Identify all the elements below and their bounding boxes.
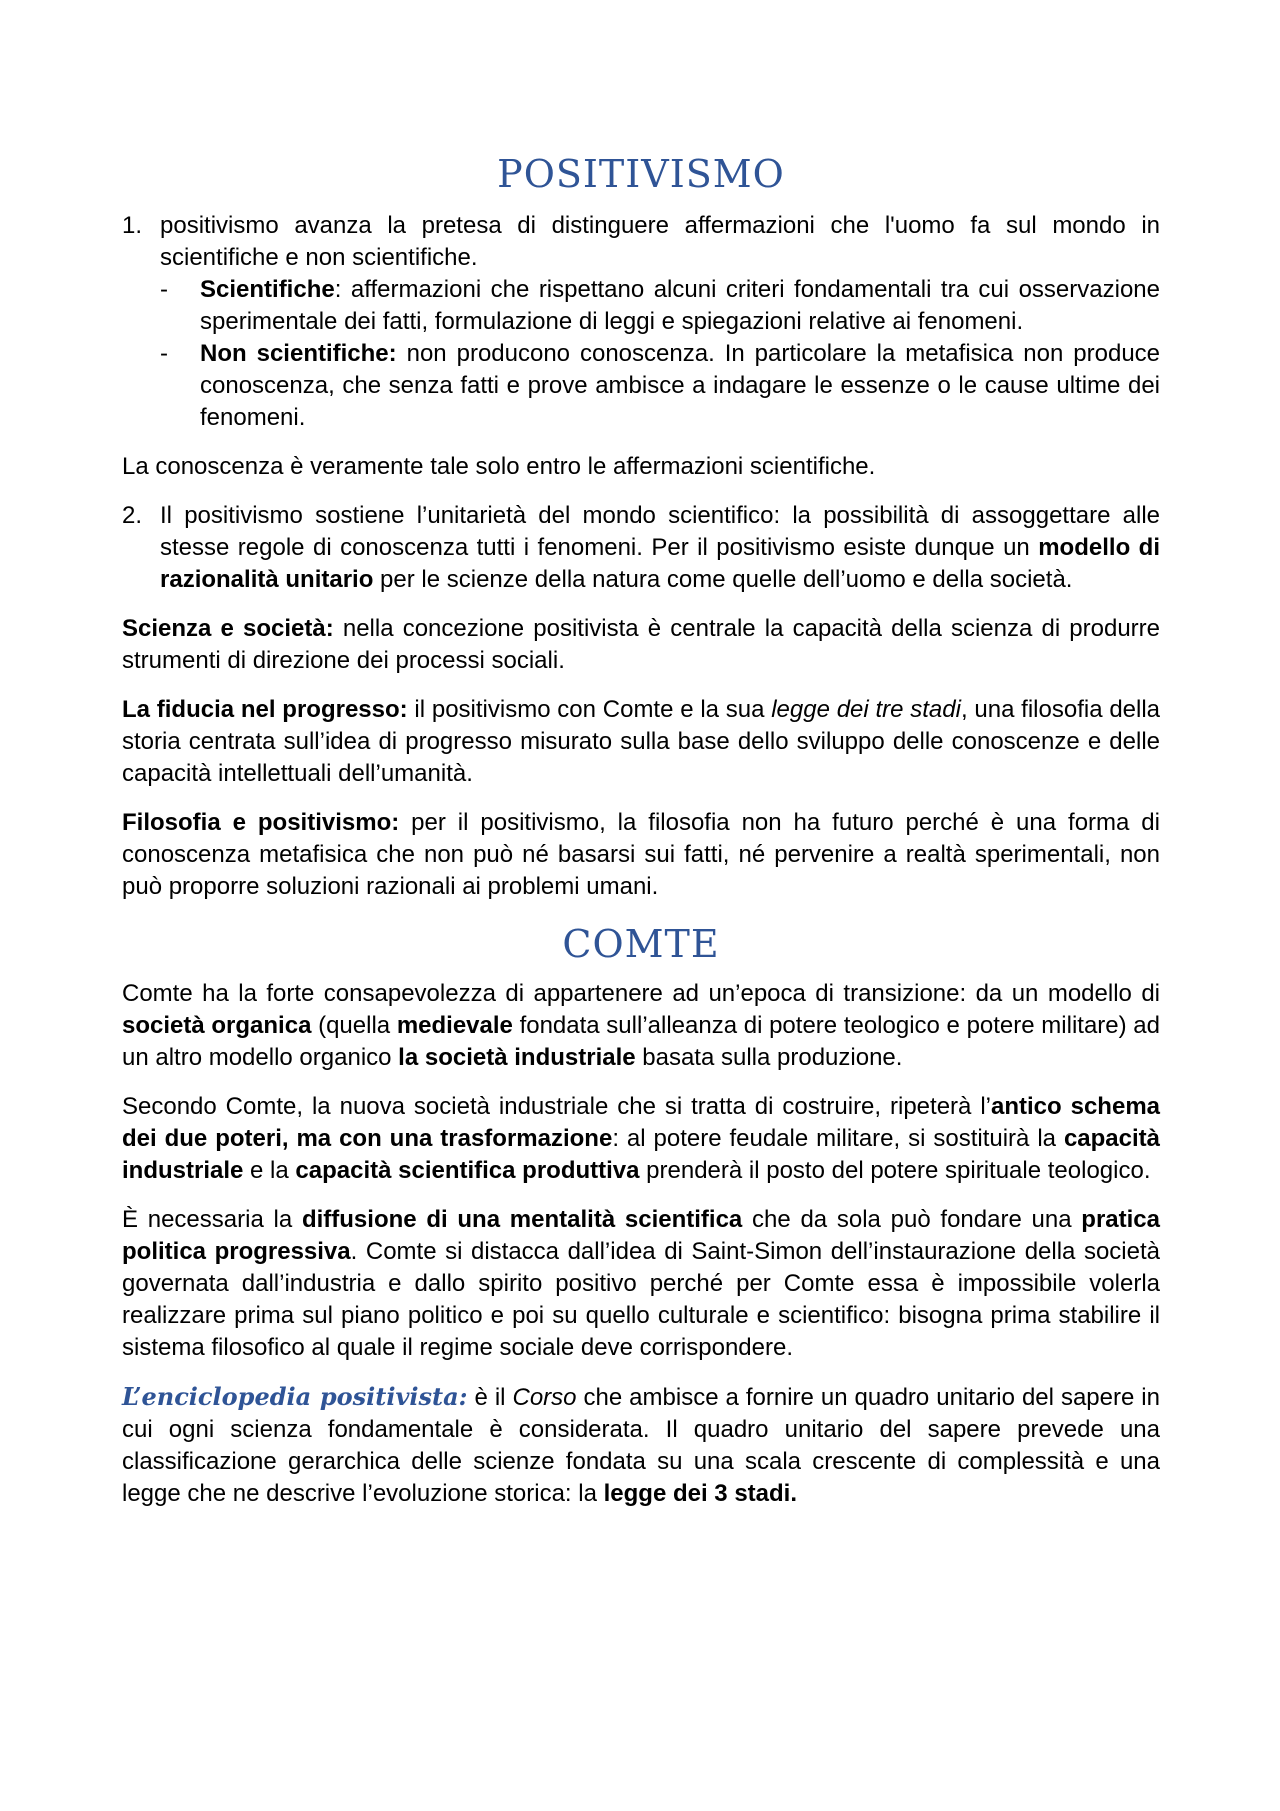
text: che ambisce a fornire un quadro unitario del sapere in cui ogni scienza fondamentale è considerata. Il quadro unitario del sapere prevede una classificazione gerarchica delle scienze fondata su una scala crescente di complessità e una legge che ne descrive l’evoluzione storica: la <box>122 1384 1160 1507</box>
bold-text: antico schema dei due poteri, ma con una trasformazione <box>122 1093 1161 1152</box>
paragraph-scienza-societa <box>122 613 1160 677</box>
bold-legge-3-stadi: legge dei 3 stadi. <box>603 1480 798 1507</box>
point-2-number: 2. <box>122 502 143 529</box>
text: è il <box>467 1384 513 1411</box>
text-non-scientifiche: non producono conoscenza. In particolare la metafisica non produce conoscenza, che senza fatti e prove ambisce a indagare le essenze o le cause ultime dei fenomeni. <box>200 340 1161 431</box>
text-scientifiche: : affermazioni che rispettano alcuni criteri fondamentali tra cui osservazione sperimentale dei fatti, formulazione di leggi e spiegazioni relative ai fenomeni. <box>200 276 1160 335</box>
label-filosofia-positivismo: Filosofia e positivismo: <box>122 809 400 836</box>
point-2-body-b: per le scienze della natura come quelle dell’uomo e della società. <box>373 566 1073 593</box>
text: Comte ha la forte consapevolezza di appartenere ad un’epoca di transizione: da un modello di <box>122 980 1160 1007</box>
label-enciclopedia: L’enciclopedia positivista: <box>122 1382 468 1411</box>
paragraph-comte-transizione <box>122 978 1160 1074</box>
bold-text: pratica politica progressiva <box>122 1206 1160 1265</box>
point-1 <box>122 210 1160 434</box>
text-filosofia-positivismo: per il positivismo, la filosofia non ha futuro perché è una forma di conoscenza metafisica che non può né basarsi sui fatti, né pervenire a realtà sperimentali, non può proporre soluzioni razionali ai problemi umani. <box>122 809 1160 900</box>
bold-text: capacità scientifica produttiva <box>295 1157 640 1184</box>
text-fiducia-a: il positivismo con Comte e la sua <box>407 696 772 723</box>
label-fiducia-progresso: La fiducia nel progresso: <box>122 696 408 723</box>
point-2 <box>122 500 1160 596</box>
italic-corso: Corso <box>512 1384 577 1411</box>
label-scienza-societa: Scienza e società: <box>122 615 334 642</box>
bold-text: medievale <box>396 1012 513 1039</box>
text-fiducia-b: , una filosofia della storia centrata sull’idea di progresso misurato sulla base dello sviluppo delle conoscenze e delle capacità intellettuali dell’umanità. <box>122 696 1161 787</box>
paragraph-filosofia-positivismo <box>122 807 1160 903</box>
point-2-body-a: Il positivismo sostiene l’unitarietà del mondo scientifico: la possibilità di assoggettare alle stesse regole di conoscenza tutti i fenomeni. Per il positivismo esiste dunque un <box>160 502 1160 561</box>
point-2-bold: modello di razionalità unitario <box>160 534 1160 593</box>
label-non-scientifiche: Non scientifiche: <box>200 340 397 367</box>
text: (quella <box>311 1012 397 1039</box>
dash-bullet: - <box>160 276 168 303</box>
bold-text: capacità industriale <box>122 1125 1160 1184</box>
paragraph-comte-mentalita <box>122 1204 1160 1364</box>
text-scienza-societa: nella concezione positivista è centrale la capacità della scienza di produrre strumenti di direzione dei processi sociali. <box>122 615 1161 674</box>
list-item-non-scientifiche <box>160 338 1160 434</box>
paragraph-conoscenza: La conoscenza è veramente tale solo entro le affermazioni scientifiche. <box>122 453 876 480</box>
text: che da sola può fondare una <box>742 1206 1082 1233</box>
text: fondata sull’alleanza di potere teologico e potere militare) ad un altro modello organico <box>122 1012 1160 1071</box>
dash-bullet: - <box>160 340 168 367</box>
title-positivismo: POSITIVISMO <box>497 152 785 196</box>
italic-legge-tre-stadi: legge dei tre stadi <box>771 696 961 723</box>
text: Secondo Comte, la nuova società industriale che si tratta di costruire, ripeterà l’ <box>122 1093 991 1120</box>
text: È necessaria la <box>122 1206 302 1233</box>
point-1-text <box>122 210 1160 274</box>
text: basata sulla produzione. <box>635 1044 903 1071</box>
label-scientifiche: Scientifiche <box>200 276 335 303</box>
text: e la <box>243 1157 296 1184</box>
text: prenderà il posto del potere spirituale teologico. <box>639 1157 1151 1184</box>
document-content <box>122 150 1160 1527</box>
point-1-number: 1. <box>122 212 143 239</box>
point-1-sublist <box>160 274 1160 434</box>
bold-text: società organica <box>122 1012 312 1039</box>
text: : al potere feudale militare, si sostituirà la <box>612 1125 1064 1152</box>
list-item-scientifiche <box>160 274 1160 338</box>
paragraph-comte-poteri <box>122 1091 1160 1187</box>
paragraph-enciclopedia <box>122 1381 1160 1510</box>
text: . Comte si distacca dall’idea di Saint-Simon dell’instaurazione della società governata dall’industria e dallo spirito positivo perché per Comte essa è impossibile volerla realizzare prima sul piano politico e poi su quello culturale e scientifico: bisogna prima stabilire il sistema filosofico al quale il regime sociale deve corrispondere. <box>122 1238 1160 1361</box>
title-comte: COMTE <box>562 922 720 966</box>
bold-text: diffusione di una mentalità scientifica <box>301 1206 743 1233</box>
point-1-body: positivismo avanza la pretesa di distinguere affermazioni che l'uomo fa sul mondo in scientifiche e non scientifiche. <box>160 212 1160 271</box>
bold-text: la società industriale <box>398 1044 636 1071</box>
paragraph-fiducia-progresso <box>122 694 1160 790</box>
point-2-text <box>122 500 1160 596</box>
